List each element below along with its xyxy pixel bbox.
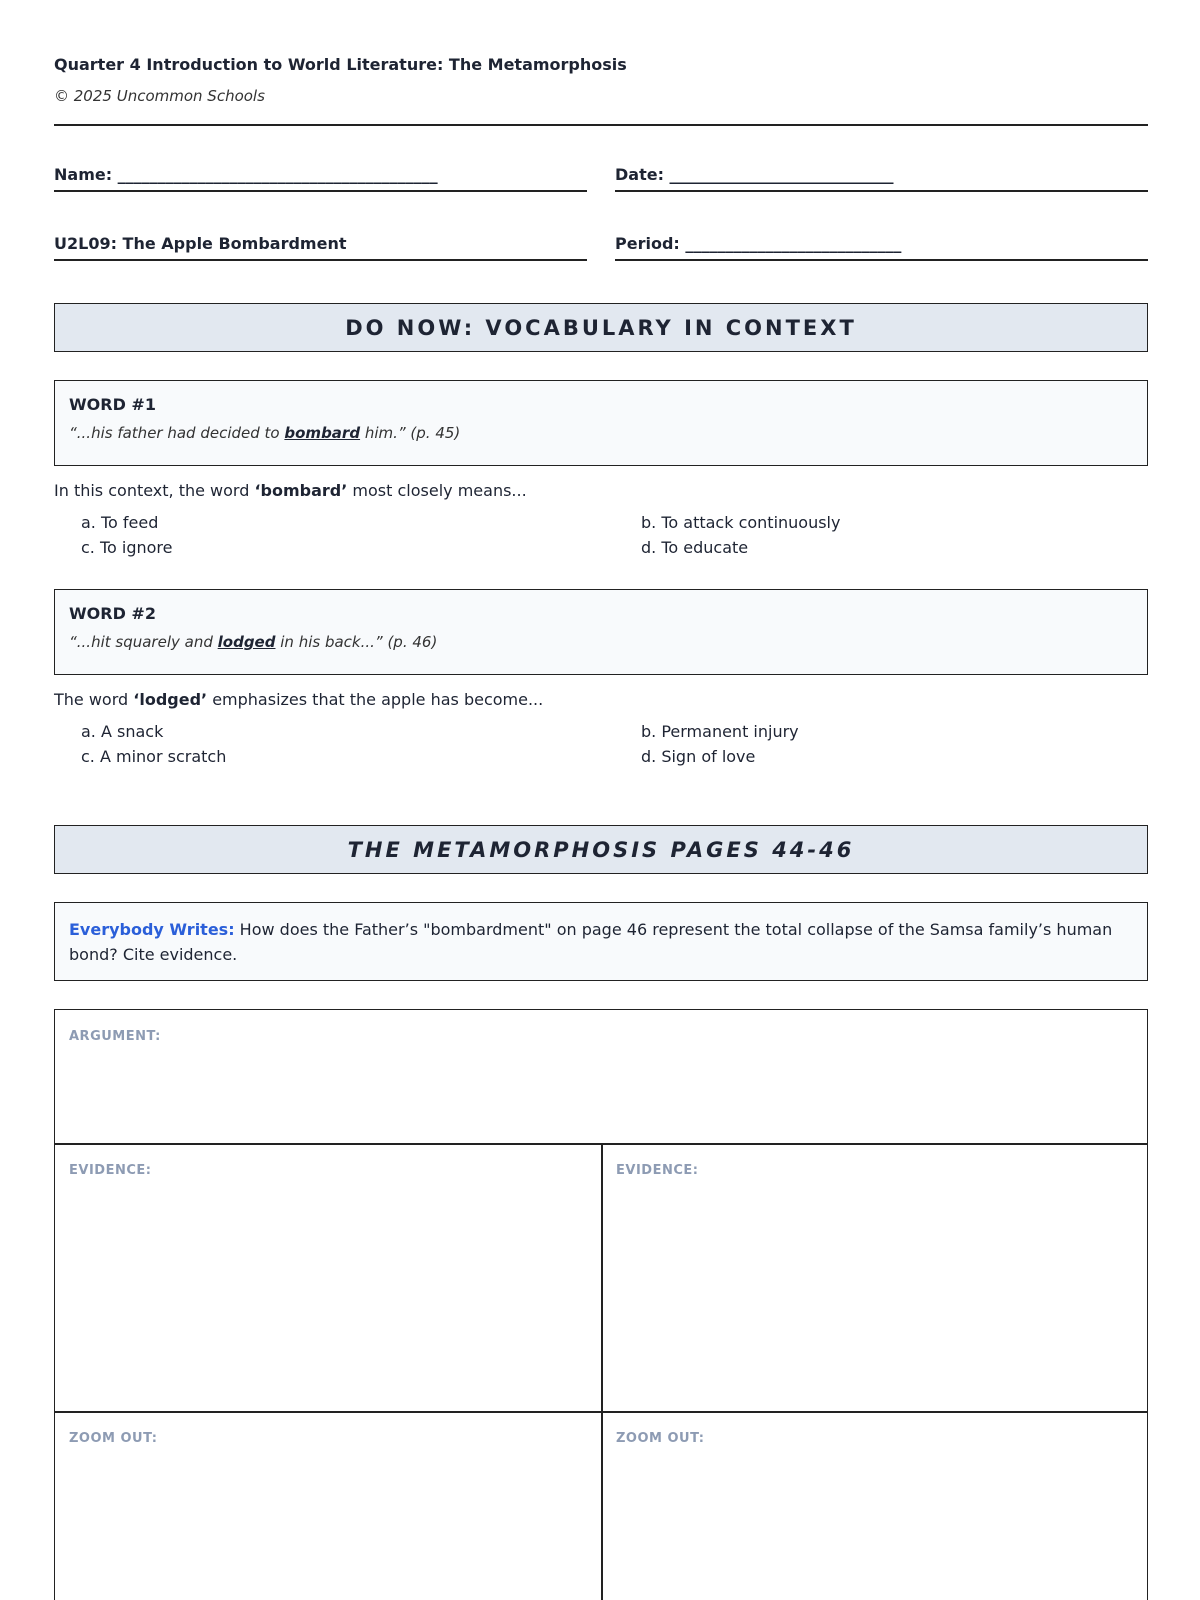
word1-label: WORD #1 bbox=[69, 395, 156, 414]
word2-option-c[interactable]: c. A minor scratch bbox=[81, 747, 227, 766]
lesson-title: U2L09: The Apple Bombardment bbox=[54, 234, 587, 261]
everybody-writes-label: Everybody Writes: bbox=[69, 920, 235, 939]
vocab-word: lodged bbox=[217, 633, 276, 651]
header-divider bbox=[54, 124, 1148, 126]
prompt-text: In this context, the word bbox=[54, 481, 255, 500]
word2-label: WORD #2 bbox=[69, 604, 156, 623]
everybody-writes-box bbox=[54, 902, 1148, 981]
period-field[interactable]: Period: ___________________________ bbox=[615, 234, 1148, 261]
quote-citation: in his back...” (p. 46) bbox=[275, 633, 438, 651]
name-field[interactable]: Name: ________________________________________ bbox=[54, 165, 587, 192]
date-field[interactable]: Date: ____________________________ bbox=[615, 165, 1148, 192]
quote-citation: him.” (p. 45) bbox=[360, 424, 461, 442]
word1-option-d[interactable]: d. To educate bbox=[641, 538, 749, 557]
word2-option-a[interactable]: a. A snack bbox=[81, 722, 164, 741]
copyright: © 2025 Uncommon Schools bbox=[54, 87, 265, 105]
zoom-out-label: ZOOM OUT: bbox=[616, 1431, 705, 1446]
word1-box bbox=[54, 380, 1148, 466]
section-do-now-header: DO NOW: VOCABULARY IN CONTEXT bbox=[54, 303, 1148, 352]
word1-prompt bbox=[54, 481, 527, 500]
word1-option-a[interactable]: a. To feed bbox=[81, 513, 159, 532]
word2-box bbox=[54, 589, 1148, 675]
quote-text: “...his father had decided to bbox=[69, 424, 285, 442]
everybody-writes-question: How does the Father’s "bombardment" on page 46 represent the total collapse of the Samsa family’s human bond? Cite evidence. bbox=[69, 920, 1113, 964]
word1-option-c[interactable]: c. To ignore bbox=[81, 538, 173, 557]
evidence-label: EVIDENCE: bbox=[616, 1163, 699, 1178]
word1-quote bbox=[69, 424, 1133, 442]
zoom-out-box-2[interactable] bbox=[601, 1411, 1148, 1600]
prompt-text: emphasizes that the apple has become... bbox=[207, 690, 544, 709]
section-reading-header: THE METAMORPHOSIS PAGES 44-46 bbox=[54, 825, 1148, 874]
zoom-out-box-1[interactable] bbox=[54, 1411, 603, 1600]
word2-option-b[interactable]: b. Permanent injury bbox=[641, 722, 799, 741]
argument-box[interactable] bbox=[54, 1009, 1148, 1145]
argument-label: ARGUMENT: bbox=[69, 1029, 161, 1044]
word2-prompt bbox=[54, 690, 543, 709]
prompt-word: ‘lodged’ bbox=[133, 690, 208, 709]
evidence-box-2[interactable] bbox=[601, 1143, 1148, 1413]
evidence-box-1[interactable] bbox=[54, 1143, 603, 1413]
word2-quote bbox=[69, 633, 1133, 651]
vocab-word: bombard bbox=[284, 424, 361, 442]
prompt-text: most closely means... bbox=[347, 481, 527, 500]
evidence-label: EVIDENCE: bbox=[69, 1163, 152, 1178]
word2-option-d[interactable]: d. Sign of love bbox=[641, 747, 756, 766]
document-title: Quarter 4 Introduction to World Literature: The Metamorphosis bbox=[54, 55, 627, 74]
quote-text: “...hit squarely and bbox=[69, 633, 218, 651]
word1-option-b[interactable]: b. To attack continuously bbox=[641, 513, 841, 532]
prompt-word: ‘bombard’ bbox=[254, 481, 348, 500]
zoom-out-label: ZOOM OUT: bbox=[69, 1431, 158, 1446]
prompt-text: The word bbox=[54, 690, 134, 709]
